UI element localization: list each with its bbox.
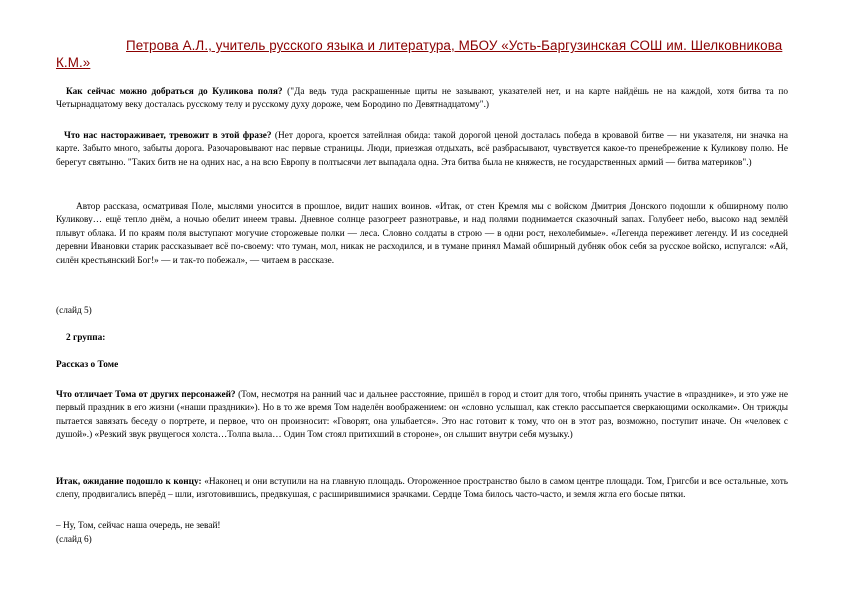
paragraph-alarming-phrase <box>56 130 788 170</box>
paragraph-waiting <box>56 476 788 503</box>
question-bold: Как сейчас можно добраться до Куликова поля? <box>66 87 283 97</box>
paragraph-text: Автор рассказа, осматривая Поле, мыслями уносится в прошлое, видит наших воинов. «Итак, от стен Кремля мы с войском Дмитрия Донского подошли к обширному полю Куликову… ещё тепло днём, а ночью обелит инеем травы. Дневное солнце разогреет разнотравье, и над полями поднимается сказочный запах. Голубеет небо, высоко над землёй плывут облака. И по краям поля выступают могучие сторожевые полки — леса. Словно солдаты в строю — в одни рост, нехолебимые». «Легенда переживет легенду. И из соседней деревни Ивановки старик рассказывает всё по-своему: что туман, мол, никак не расходился, и в тумане принял Мамай обширный дубняк обок себя за русское войско, испугался: «Ай, силён крестьянский Бог!» — и так-то побежал», — читаем в рассказе. <box>56 202 788 266</box>
group-heading <box>56 332 788 345</box>
paragraph-text: (Том, несмотря на ранний час и дальнее расстояние, пришёл в город и стоит для того, чтобы принять участие в «празднике», и это уже не первый праздник в его жизни («наши праздники»). Но в то же время Том наделён воображением: он «словно услышал, как стекло рассыпается сверкающими осколками». Он трижды пытается завязать беседу о портрете, и первое, что он произносит: «Говорят, она улыбается». Это нас готовит к тому, что он в этот раз, возможно, поступит иначе. Он «человек с душой».) «Резкий звук рвущегося холста…Толпа выла… Один Том стоял притихший в стороне», он слышит внутри себя музыку.) <box>56 390 788 441</box>
story-title: Рассказ о Томе <box>56 360 119 370</box>
document-header <box>56 37 791 71</box>
group-label: 2 группа: <box>66 333 106 343</box>
question-bold: Что отличает Тома от других персонажей? <box>56 390 236 400</box>
paragraph-tom <box>56 389 788 443</box>
story-heading <box>56 359 788 372</box>
paragraph-author-field <box>56 201 788 268</box>
paragraph-text: «Наконец и они вступили на на главную площадь. Отороженное пространство было в самом центре площади. Том, Григсби и все остальные, хоть слепу, продвигались вперёд – шли, изготовившись, предвкушая, с расширившимися зрачками. Сердце Тома билось часто-часто, и земля жгла его босые пятки. <box>56 477 788 501</box>
paragraph-text: ("Да ведь туда раскрашенные щиты не зазывают, указателей нет, и на карте найдёшь не на каждой, хотя битва та по Четырнадцатому веку досталась русскому телу и русскому духу дороже, чем Бородино по Девятнадцатому".) <box>56 87 788 111</box>
dialogue-line <box>56 520 788 533</box>
question-bold: Итак, ожидание подошло к концу: <box>56 477 202 487</box>
slide-reference: (слайд 6) <box>56 535 92 545</box>
paragraph-text: (Нет дорога, кроется затейлная обида: такой дорогой ценой досталась победа в кровавой битве — ни указателя, ни значка на карте. Забыто много, забыты дорога. Разочаровывают нас первые страницы. Люди, приезжая отдыхать, всё разбрасывают, чувствуется какое-то пренебрежение к Куликову полю. Не берегут святыню. "Таких битв не на одних нас, а на всю Европу в полтысячи лет выпадала одна. Эта битва была не княжеств, не государственных армий — битва материков".) <box>56 131 788 168</box>
slide-ref-6 <box>56 534 788 547</box>
slide-ref-5 <box>56 305 788 318</box>
dialogue-text: – Ну, Том, сейчас наша очередь, не зевай! <box>56 521 221 531</box>
slide-reference: (слайд 5) <box>56 306 92 316</box>
question-bold: Что нас настораживает, тревожит в этой фразе? <box>64 131 272 141</box>
paragraph-kulikovo-road <box>56 86 788 113</box>
author-title: Петрова А.Л., учитель русского языка и литература, МБОУ «Усть-Баргузинская СОШ им. Шелковникова К.М.» <box>56 38 783 70</box>
